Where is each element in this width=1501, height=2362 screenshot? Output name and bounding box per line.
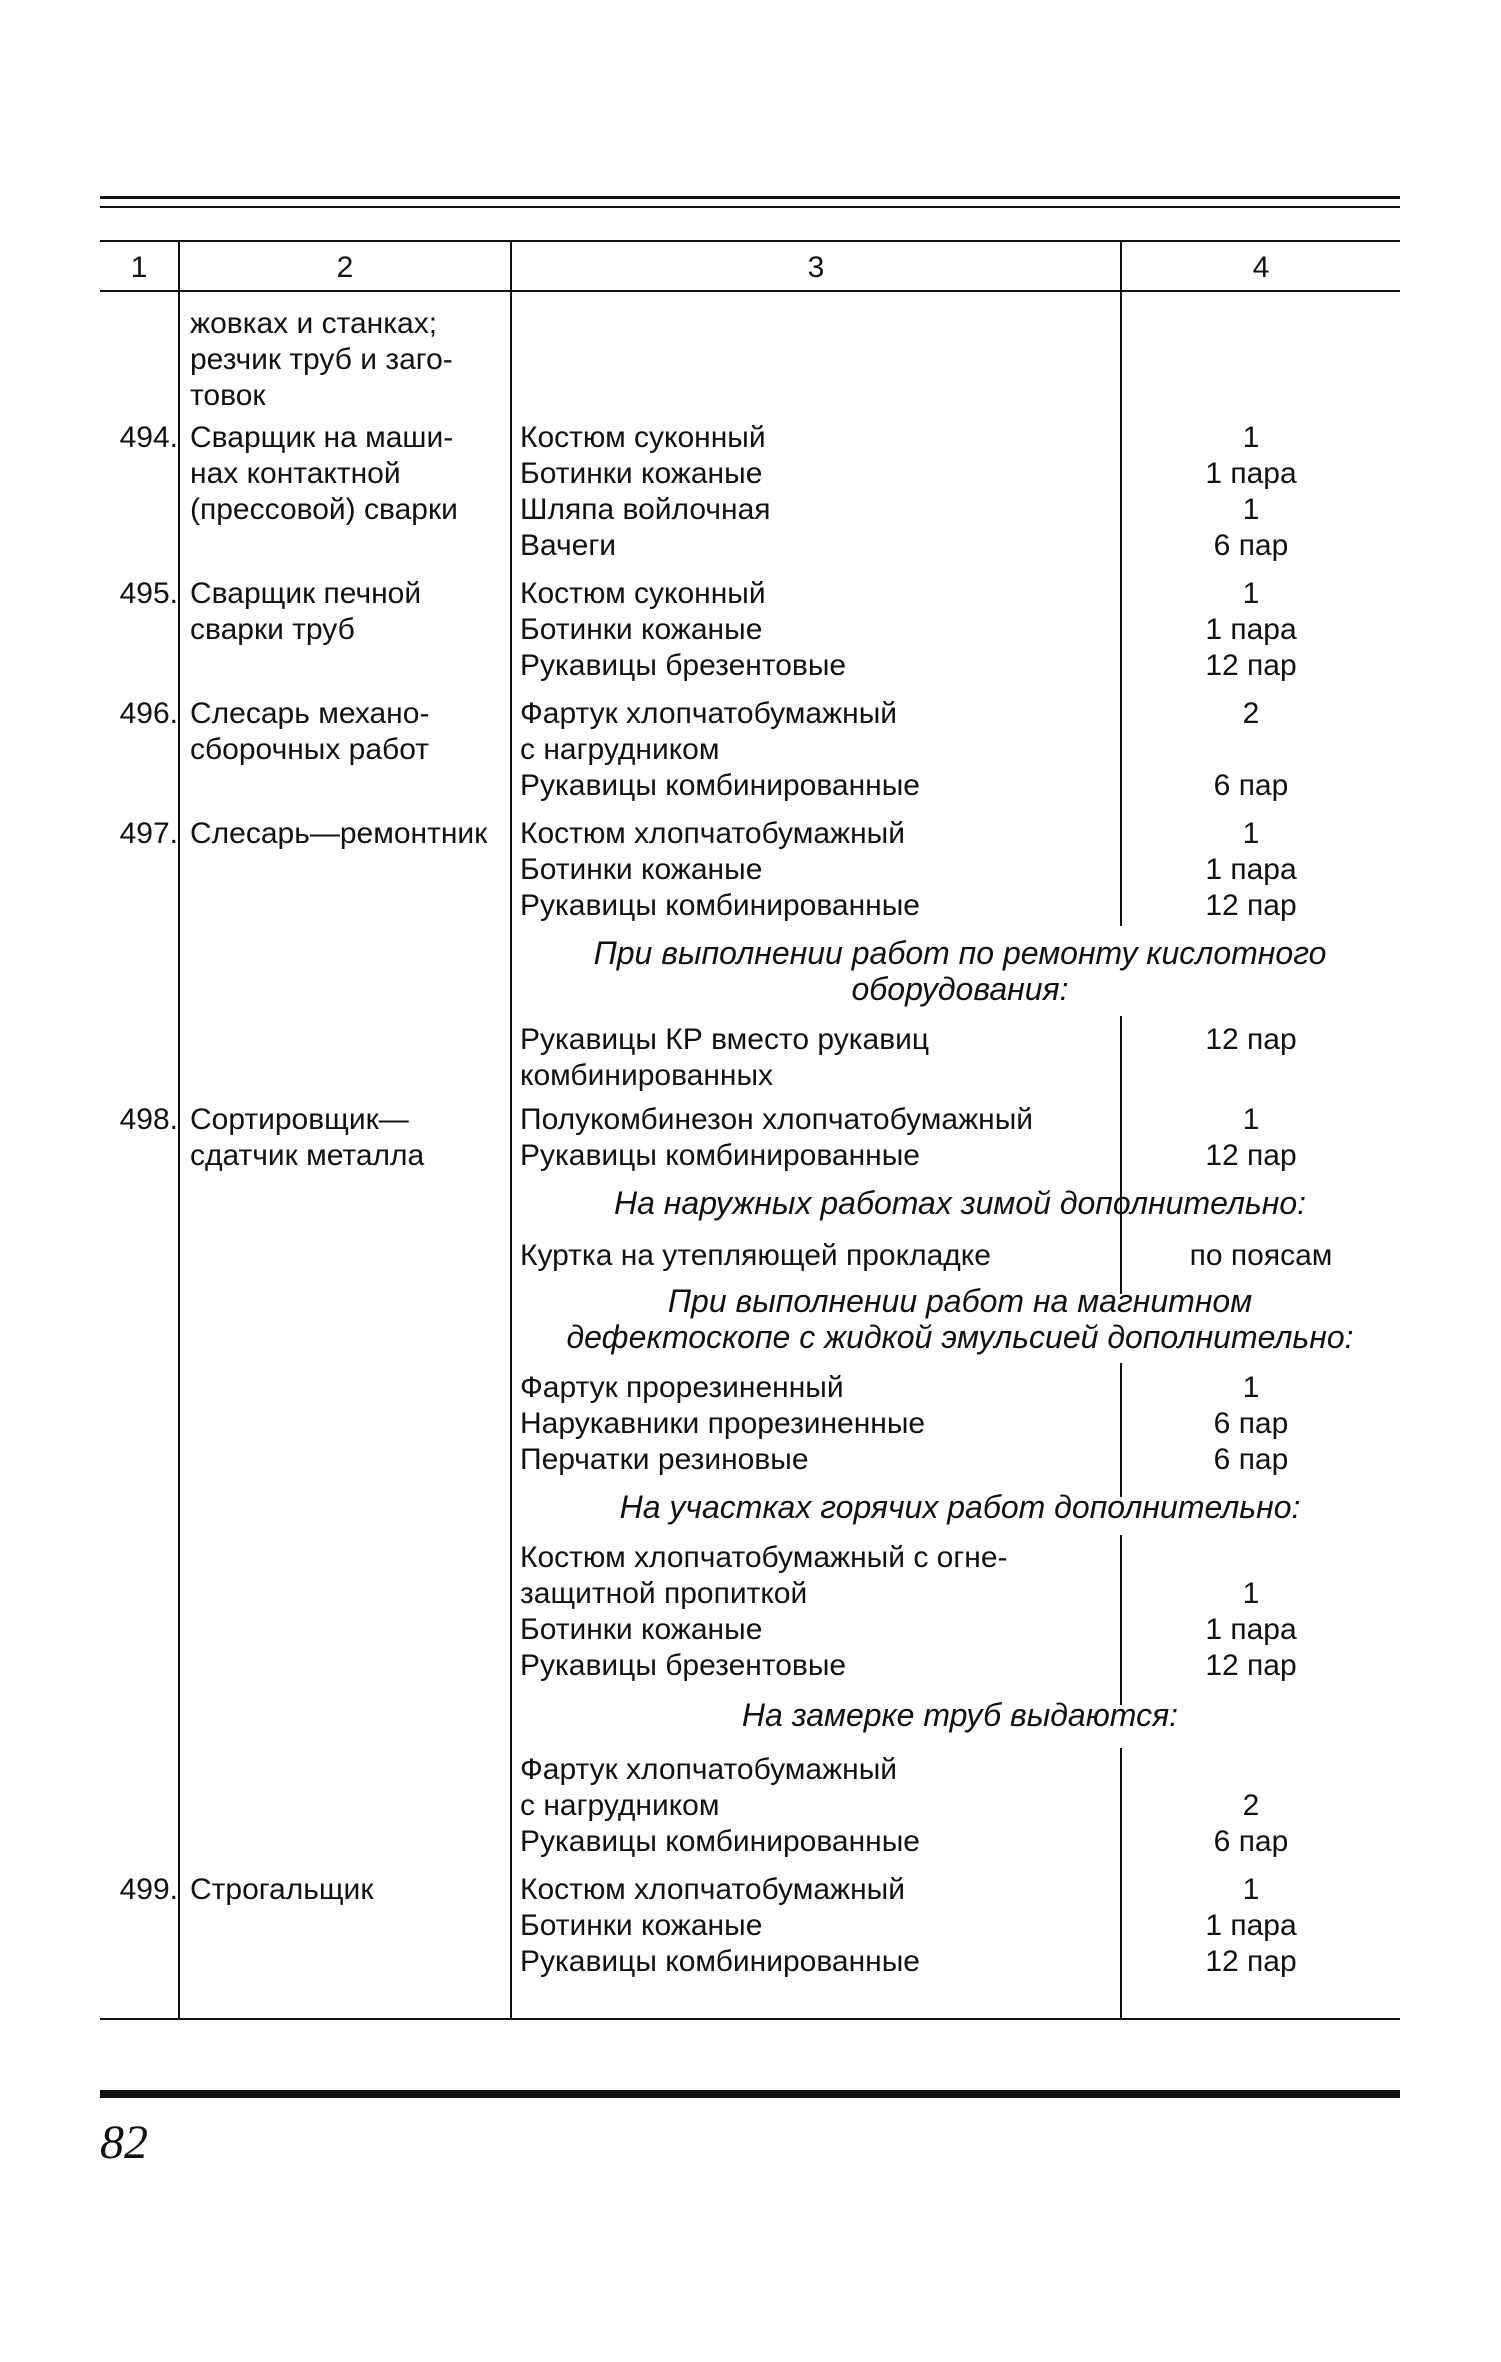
item-line: Фартук прорезиненный bbox=[520, 1371, 844, 1404]
quantity: 1 bbox=[1242, 577, 1260, 610]
quantity: 1 bbox=[1242, 1103, 1260, 1136]
item-line: Ботинки кожаные bbox=[520, 1613, 763, 1646]
quantity: 6 пар bbox=[1213, 1825, 1289, 1858]
col-divider-2 bbox=[510, 240, 512, 2018]
item-line: Рукавицы комбинированные bbox=[520, 1139, 920, 1172]
profession-line: Слесарь механо- bbox=[190, 697, 430, 730]
quantity: 1 пара bbox=[1205, 613, 1297, 646]
item-line: Костюм хлопчатобумажный bbox=[520, 817, 905, 850]
quantity: 12 пар bbox=[1205, 1023, 1297, 1056]
item-line: комбинированных bbox=[520, 1059, 774, 1092]
item-line: Рукавицы брезентовые bbox=[520, 1649, 847, 1682]
profession-line: сварки труб bbox=[190, 613, 355, 646]
item-line: Перчатки резиновые bbox=[520, 1443, 809, 1476]
quantity: 12 пар bbox=[1205, 649, 1297, 682]
quantity: по поясам bbox=[1189, 1239, 1333, 1272]
ppe-table bbox=[100, 238, 1400, 2022]
bottom-rule bbox=[100, 2090, 1400, 2098]
item-line: Ботинки кожаные bbox=[520, 1909, 763, 1942]
profession-line: Слесарь—ремонтник bbox=[190, 817, 488, 850]
quantity: 12 пар bbox=[1205, 1139, 1297, 1172]
profession-line: Строгальщик bbox=[190, 1873, 374, 1906]
profession-line: нах контактной bbox=[190, 457, 401, 490]
quantity: 2 bbox=[1242, 697, 1260, 730]
item-line: Полукомбинезон хлопчатобумажный bbox=[520, 1103, 1034, 1136]
row-number: 498. bbox=[119, 1103, 178, 1136]
profession-line: (прессовой) сварки bbox=[190, 493, 458, 526]
quantity: 1 bbox=[1242, 1577, 1260, 1610]
item-line: Костюм суконный bbox=[520, 421, 766, 454]
top-rule-2 bbox=[100, 206, 1400, 208]
quantity: 6 пар bbox=[1213, 1443, 1289, 1476]
quantity: 6 пар bbox=[1213, 1407, 1289, 1440]
row-number: 496. bbox=[119, 697, 178, 730]
italic-note: На наружных работах зимой дополнительно: bbox=[613, 1185, 1307, 1221]
quantity: 12 пар bbox=[1205, 889, 1297, 922]
item-line: Рукавицы КР вместо рукавиц bbox=[520, 1023, 930, 1056]
quantity: 1 bbox=[1242, 493, 1260, 526]
item-line: защитной пропиткой bbox=[520, 1577, 808, 1610]
quantity: 1 bbox=[1242, 1873, 1260, 1906]
profession-line: товок bbox=[190, 379, 266, 412]
quantity: 1 пара bbox=[1205, 1613, 1297, 1646]
page-number: 82 bbox=[100, 2116, 148, 2169]
header-col-4: 4 bbox=[1252, 251, 1270, 284]
row-number: 499. bbox=[119, 1873, 178, 1906]
item-line: Рукавицы комбинированные bbox=[520, 1945, 920, 1978]
item-line: Рукавицы брезентовые bbox=[520, 649, 847, 682]
top-rule-1 bbox=[100, 196, 1400, 199]
item-line: Рукавицы комбинированные bbox=[520, 769, 920, 802]
item-line: Рукавицы комбинированные bbox=[520, 1825, 920, 1858]
item-line: с нагрудником bbox=[520, 1789, 720, 1822]
item-line: Фартук хлопчатобумажный bbox=[520, 1753, 898, 1786]
profession-line: Сварщик на маши- bbox=[190, 421, 454, 454]
profession-line: Сварщик печной bbox=[190, 577, 422, 610]
italic-note: На участках горячих работ дополнительно: bbox=[619, 1489, 1301, 1525]
profession-line: сборочных работ bbox=[190, 733, 429, 766]
quantity: 12 пар bbox=[1205, 1649, 1297, 1682]
profession-line: Сортировщик— bbox=[190, 1103, 409, 1136]
quantity: 1 bbox=[1242, 817, 1260, 850]
quantity: 6 пар bbox=[1213, 769, 1289, 802]
quantity: 12 пар bbox=[1205, 1945, 1297, 1978]
table-bottom-line bbox=[100, 2018, 1400, 2020]
header-bottom-line bbox=[100, 290, 1400, 292]
header-col-3: 3 bbox=[807, 251, 825, 284]
profession-line: сдатчик металла bbox=[190, 1139, 425, 1172]
quantity: 1 bbox=[1242, 1371, 1260, 1404]
profession-line: резчик труб и заго- bbox=[190, 343, 453, 376]
item-line: Фартук хлопчатобумажный bbox=[520, 697, 898, 730]
quantity: 1 bbox=[1242, 421, 1260, 454]
row-number: 497. bbox=[119, 817, 178, 850]
quantity: 6 пар bbox=[1213, 529, 1289, 562]
item-line: Рукавицы комбинированные bbox=[520, 889, 920, 922]
italic-note: оборудования: bbox=[851, 971, 1069, 1007]
item-line: Костюм суконный bbox=[520, 577, 766, 610]
col-divider-1 bbox=[178, 240, 180, 2018]
row-number: 494. bbox=[119, 421, 178, 454]
profession-line: жовках и станках; bbox=[190, 307, 438, 340]
item-line: Ботинки кожаные bbox=[520, 457, 763, 490]
item-line: Ботинки кожаные bbox=[520, 613, 763, 646]
row-number: 495. bbox=[119, 577, 178, 610]
quantity: 2 bbox=[1242, 1789, 1260, 1822]
item-line: Костюм хлопчатобумажный с огне- bbox=[520, 1541, 1008, 1574]
header-top-line bbox=[100, 240, 1400, 242]
header-col-2: 2 bbox=[336, 251, 354, 284]
italic-note: дефектоскопе с жидкой эмульсией дополнительно: bbox=[566, 1319, 1354, 1355]
quantity: 1 пара bbox=[1205, 853, 1297, 886]
item-line: Ботинки кожаные bbox=[520, 853, 763, 886]
quantity: 1 пара bbox=[1205, 1909, 1297, 1942]
italic-note: На замерке труб выдаются: bbox=[741, 1697, 1179, 1733]
italic-note: При выполнении работ по ремонту кислотного bbox=[593, 935, 1327, 971]
italic-note: При выполнении работ на магнитном bbox=[667, 1283, 1253, 1319]
item-line: с нагрудником bbox=[520, 733, 720, 766]
item-line: Костюм хлопчатобумажный bbox=[520, 1873, 905, 1906]
item-line: Вачеги bbox=[520, 529, 617, 562]
item-line: Шляпа войлочная bbox=[520, 493, 771, 526]
quantity: 1 пара bbox=[1205, 457, 1297, 490]
header-col-1: 1 bbox=[130, 251, 148, 284]
item-line: Нарукавники прорезиненные bbox=[520, 1407, 926, 1440]
item-line: Куртка на утепляющей прокладке bbox=[520, 1239, 991, 1272]
